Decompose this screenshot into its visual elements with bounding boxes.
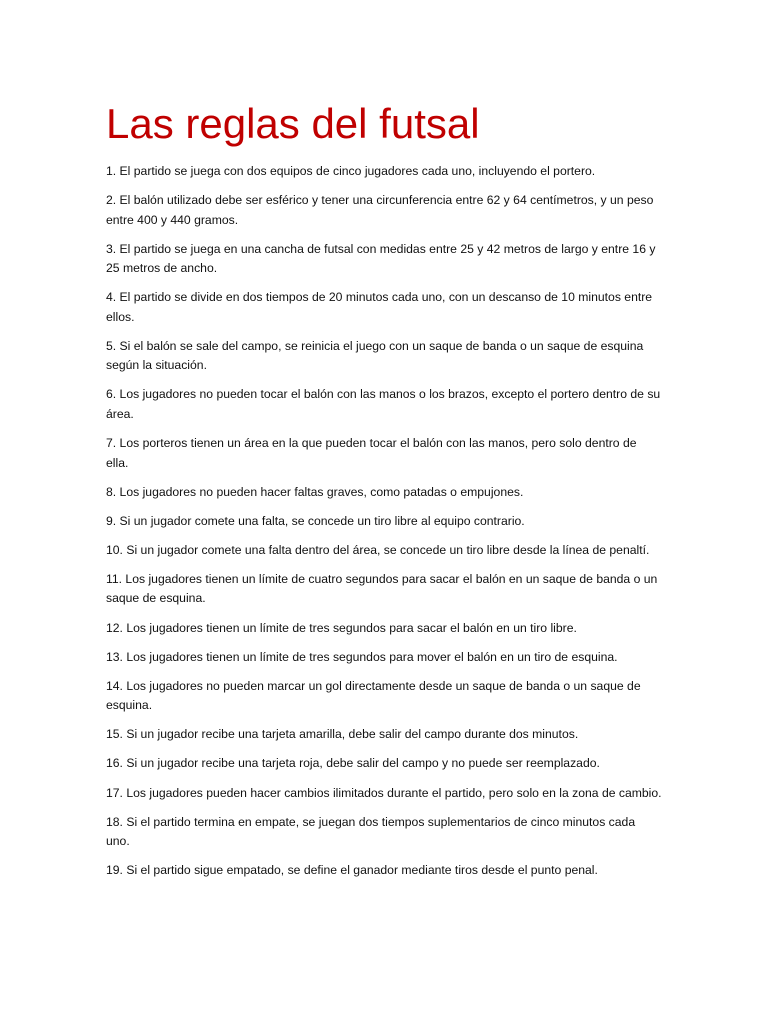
- rule-item: 13. Los jugadores tienen un límite de tres segundos para mover el balón en un tiro de esquina.: [106, 649, 618, 664]
- rule-item: 3. El partido se juega en una cancha de futsal con medidas entre 25 y 42 metros de largo y entre 16 y 25 metros de ancho.: [106, 241, 656, 276]
- rule-item: 9. Si un jugador comete una falta, se concede un tiro libre al equipo contrario.: [106, 513, 525, 528]
- rule-item: 4. El partido se divide en dos tiempos de 20 minutos cada uno, con un descanso de 10 minutos entre ellos.: [106, 290, 653, 324]
- rule-item: 17. Los jugadores pueden hacer cambios ilimitados durante el partido, pero solo en la zona de cambio.: [106, 785, 662, 800]
- rules-list: [106, 162, 662, 890]
- rule-item: 15. Si un jugador recibe una tarjeta amarilla, debe salir del campo durante dos minutos.: [106, 727, 579, 742]
- rule-item: 18. Si el partido termina en empate, se juegan dos tiempos suplementarios de cinco minutos cada uno.: [106, 814, 636, 849]
- rule-item: 7. Los porteros tienen un área en la que pueden tocar el balón con las manos, pero solo dentro de ella.: [106, 436, 637, 470]
- rule-item: 12. Los jugadores tienen un límite de tres segundos para sacar el balón en un tiro libre.: [106, 620, 577, 635]
- rule-item: 10. Si un jugador comete una falta dentro del área, se concede un tiro libre desde la línea de penaltí.: [106, 542, 650, 557]
- rule-item: 8. Los jugadores no pueden hacer faltas graves, como patadas o empujones.: [106, 484, 524, 499]
- rule-item: 2. El balón utilizado debe ser esférico y tener una circunferencia entre 62 y 64 centímetros, y un peso entre 400 y 440 gramos.: [106, 193, 654, 227]
- document-title: Las reglas del futsal: [106, 100, 480, 147]
- rule-item: 11. Los jugadores tienen un límite de cuatro segundos para sacar el balón en un saque de banda o un saque de esquina.: [106, 571, 658, 606]
- rule-item: 14. Los jugadores no pueden marcar un gol directamente desde un saque de banda o un saque de esquina.: [106, 678, 641, 713]
- rule-item: 5. Si el balón se sale del campo, se reinicia el juego con un saque de banda o un saque de esquina según la situación.: [106, 338, 644, 373]
- rule-item: 1. El partido se juega con dos equipos de cinco jugadores cada uno, incluyendo el portero.: [106, 164, 596, 178]
- rule-item: 6. Los jugadores no pueden tocar el balón con las manos o los brazos, excepto el portero dentro de su área.: [106, 387, 661, 421]
- rule-item: 19. Si el partido sigue empatado, se define el ganador mediante tiros desde el punto penal.: [106, 863, 598, 878]
- rule-item: 16. Si un jugador recibe una tarjeta roja, debe salir del campo y no puede ser reemplazado.: [106, 756, 600, 771]
